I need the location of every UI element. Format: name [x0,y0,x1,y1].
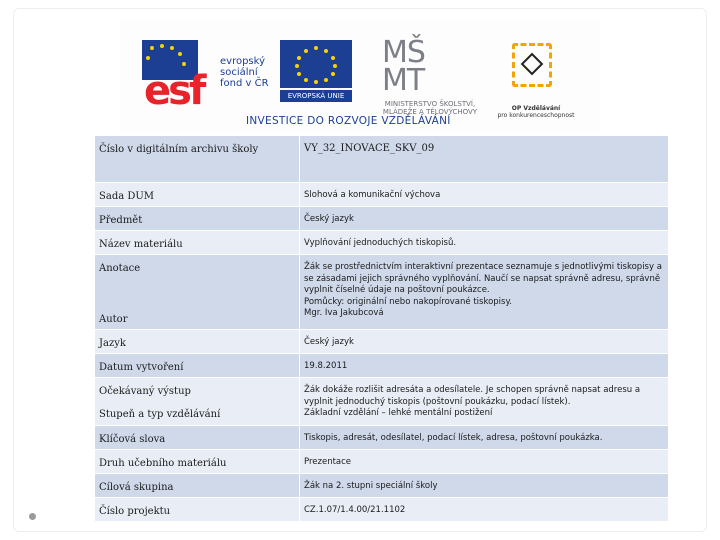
msmt-logo-text: MINISTERSTVO ŠKOLSTVÍ, MLÁDEŽE A TĚLOVÝCHOVY [382,100,478,116]
row-value: Prezentace [300,450,669,474]
table-row [95,207,669,231]
education-level-label: Stupeň a typ vzdělávání [99,409,221,420]
eu-logo-label: EVROPSKÁ UNIE [280,90,352,102]
op-logo-text: OP Vzdělávání pro konkurenceschopnost [497,105,575,119]
row-value: CZ.1.07/1.4.00/21.1102 [300,498,669,522]
author-label: Autor [99,314,128,325]
expected-output-label: Očekávaný výstup [99,386,191,397]
row-label: Číslo projektu [95,498,300,522]
row-label: Jazyk [95,330,300,354]
row-value: Vyplňování jednoduchých tiskopisů. [300,231,669,255]
slide-bullet-icon [29,513,36,520]
table-row [95,474,669,498]
table-row [95,378,669,426]
table-row [95,450,669,474]
row-value: Český jazyk [300,207,669,231]
row-value: Český jazyk [300,330,669,354]
row-label: Předmět [95,207,300,231]
row-value [300,378,669,426]
row-label: Sada DUM [95,183,300,207]
row-value: Slohová a komunikační výchova [300,183,669,207]
esf-logo-letters: esf [144,68,204,114]
table-row [95,498,669,522]
table-row [95,183,669,207]
row-value [300,255,669,330]
row-label: Název materiálu [95,231,300,255]
aids-text: Pomůcky: originální nebo nakopírované tiskopisy. [304,296,512,307]
education-level-text: Základní vzdělání – lehké mentální postižení [304,408,493,418]
row-value: Žák na 2. stupni speciální školy [300,474,669,498]
row-value: 19.8.2011 [300,354,669,378]
table-row [95,330,669,354]
annotation-text: Žák se prostřednictvím interaktivní prezentace seznamuje s jednotlivými tiskopisy a se zásadami jejich správného vyplňování. Naučí se napsat správně adresu, správně vyplnit číselné údaje na poštovní poukázce. [304,262,662,295]
row-label: Číslo v digitálním archivu školy [95,136,300,183]
table-row [95,255,669,330]
metadata-table [94,135,669,522]
row-label: Druh učebního materiálu [95,450,300,474]
table-row [95,136,669,183]
expected-output-text: Žák dokáže rozlišit adresáta a odesílatele. Je schopen správně napsat adresu a vyplnit jednoduchý tiskopis (poštovní poukázku, podací lístek). [304,385,641,407]
table-row [95,354,669,378]
row-value: Tiskopis, adresát, odesílatel, podací lístek, adresa, poštovní poukázka. [300,426,669,450]
msmt-logo-mark: MŠ MT [382,35,425,98]
row-label: Cílová skupina [95,474,300,498]
annotation-label: Anotace [99,263,141,274]
row-label: Datum vytvoření [95,354,300,378]
table-row [95,231,669,255]
logo-banner [120,19,600,131]
author-name: Mgr. Iva Jakubcová [304,308,384,318]
row-label: Klíčová slova [95,426,300,450]
table-row [95,426,669,450]
row-value: VY_32_INOVACE_SKV_09 [300,136,669,183]
row-label [95,378,300,426]
row-label [95,255,300,330]
op-logo-icon [512,43,552,87]
esf-logo-text: evropský sociální fond v ČR [220,56,269,89]
eu-flag-logo [280,40,352,88]
investment-slogan: INVESTICE DO ROZVOJE VZDĚLÁVÁNÍ [246,115,451,127]
